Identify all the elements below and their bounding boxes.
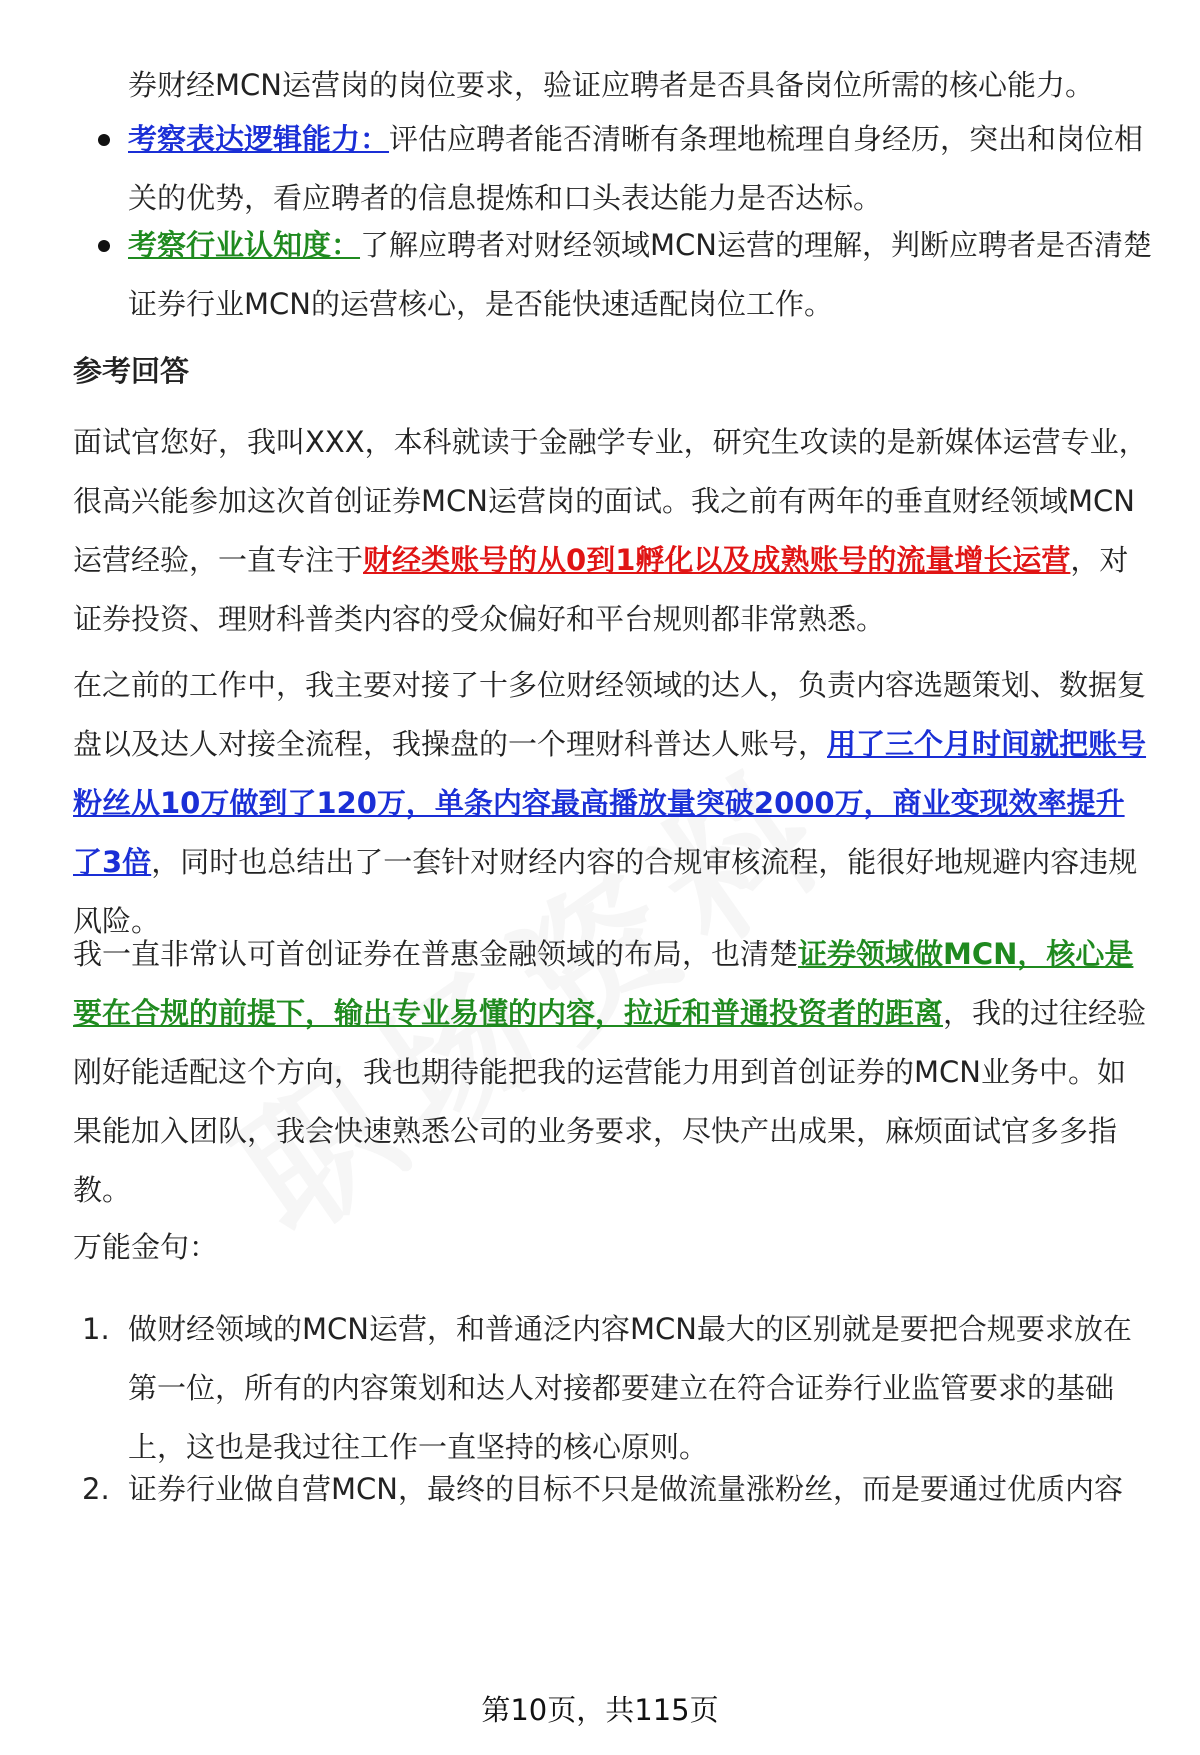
answer-paragraph-2 (73, 656, 1153, 951)
bullet-item-industry (128, 216, 1153, 334)
answer-paragraph-1 (73, 413, 1153, 649)
bullet-item-expression (128, 110, 1153, 228)
golden-title: 万能金句： (73, 1230, 219, 1264)
bullet-text: 评估应聘者能否清晰有条理地梳理自身经历，突出和岗位相关的优势，看应聘者的信息提炼和口头表达能力是否达标。 (128, 122, 1144, 215)
paragraph-text: ，对证券投资、理财科普类内容的受众偏好和平台规则都非常熟悉。 (73, 543, 1129, 636)
paragraph-highlight: 用了三个月时间就把账号粉丝从10万做到了120万，单条内容最高播放量突破2000万，商业变现效率提升了3倍 (73, 727, 1147, 879)
paragraph-text: ，我的过往经验刚好能适配这个方向，我也期待能把我的运营能力用到首创证券的MCN业务中。如果能加入团队，我会快速熟悉公司的业务要求，尽快产出成果，麻烦面试官多多指教。 (73, 996, 1147, 1207)
section-title: 参考回答 (73, 354, 190, 388)
list-number: 2. (82, 1472, 110, 1506)
paragraph-highlight: 证券领域做MCN，核心是要在合规的前提下，输出专业易懂的内容，拉近和普通投资者的距离 (73, 937, 1134, 1030)
bullet-label: 考察表达逻辑能力： (128, 122, 390, 156)
bullet-text: 了解应聘者对财经领域MCN运营的理解，判断应聘者是否清楚证券行业MCN的运营核心，是否能快速适配岗位工作。 (128, 228, 1152, 321)
page-footer: 第10页，共115页 (481, 1693, 719, 1727)
list-number: 1. (82, 1312, 110, 1346)
answer-paragraph-3 (73, 925, 1153, 1220)
bullet-label: 考察行业认知度： (128, 228, 361, 262)
bullet-dot (98, 240, 110, 252)
paragraph-text: ，同时也总结出了一套针对财经内容的合规审核流程，能很好地规避内容违规风险。 (73, 845, 1138, 938)
bullet-dot (98, 134, 110, 146)
golden-item-1: 做财经领域的MCN运营，和普通泛内容MCN最大的区别就是要把合规要求放在第一位，所有的内容策划和达人对接都要建立在符合证券行业监管要求的基础上，这也是我过往工作一直坚持的核心原则。 (128, 1312, 1132, 1464)
paragraph-text: 在之前的工作中，我主要对接了十多位财经领域的达人，负责内容选题策划、数据复盘以及达人对接全流程，我操盘的一个理财科普达人账号， (73, 668, 1147, 761)
paragraph-highlight: 财经类账号的从0到1孵化以及成熟账号的流量增长运营 (363, 543, 1071, 577)
paragraph-text: 面试官您好，我叫XXX，本科就读于金融学专业，研究生攻读的是新媒体运营专业，很高兴能参加这次首创证券MCN运营岗的面试。我之前有两年的垂直财经领域MCN运营经验，一直专注于 (73, 425, 1148, 577)
paragraph-text: 我一直非常认可首创证券在普惠金融领域的布局，也清楚 (73, 937, 799, 971)
intro-line: 券财经MCN运营岗的岗位要求，验证应聘者是否具备岗位所需的核心能力。 (128, 68, 1094, 102)
golden-item-2: 证券行业做自营MCN，最终的目标不只是做流量涨粉丝，而是要通过优质内容 (128, 1472, 1123, 1506)
